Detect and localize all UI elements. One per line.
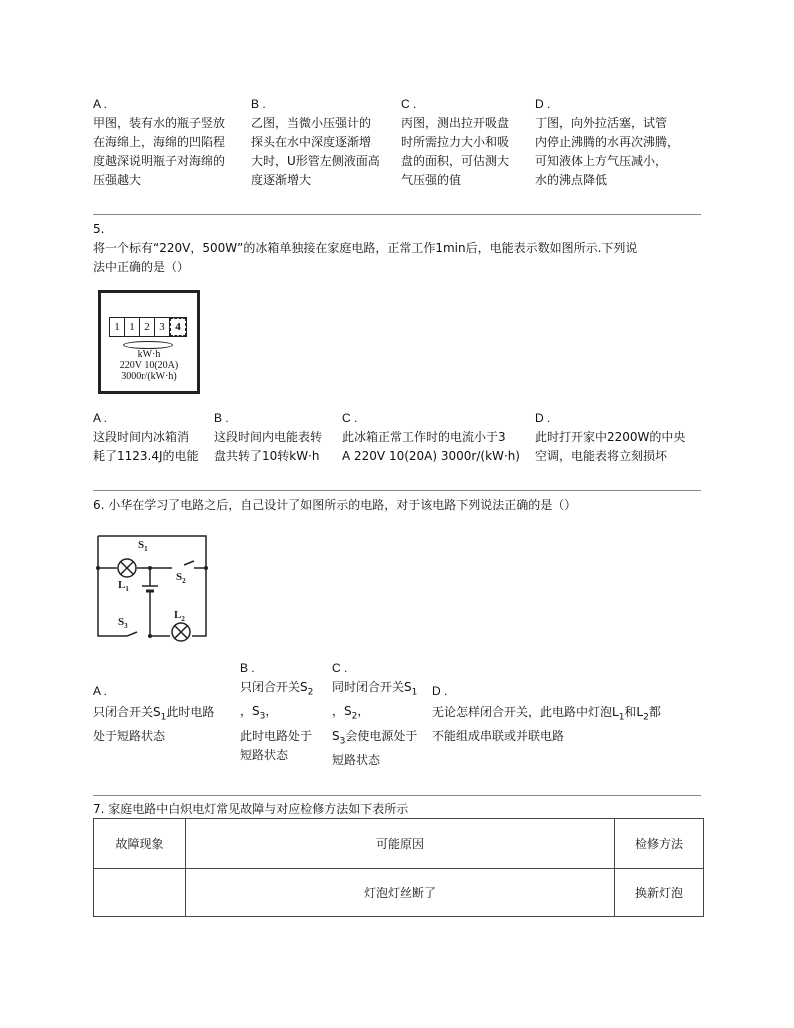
divider: [93, 214, 701, 215]
q5-option-b[interactable]: B . 这段时间内电能表转 盘共转了10转kW·h: [214, 411, 323, 463]
table-header: 故障现象: [94, 819, 186, 869]
fault-table: [93, 818, 704, 917]
q4-option-b[interactable]: B . 乙图，当微小压强计的 探头在水中深度逐渐增 大时，U形管左侧液面高 度逐渐增大: [251, 97, 380, 187]
meter-disc-icon: [123, 341, 173, 349]
svg-text:S1: $S_1$: [138, 539, 148, 553]
q4-option-a[interactable]: A . 甲图，装有水的瓶子竖放 在海绵上，海绵的凹陷程 度越深说明瓶子对海绵的 压强越大: [93, 95, 245, 190]
q4-option-d[interactable]: D . 丁图，向外拉活塞，试管 内停止沸腾的水再次沸腾， 可知液体上方气压减小， 水的沸点降低: [535, 97, 680, 187]
q5-option-d[interactable]: D . 此时打开家中2200W的中央 空调，电能表将立刻损坏: [535, 411, 686, 463]
table-cell: 换新灯泡: [615, 869, 704, 917]
q6-option-d[interactable]: D . 无论怎样闭合开关，此电路中灯泡$L_1$和$L_2$都 不能组成串联或并联电路: [432, 684, 661, 744]
table-cell: [94, 869, 186, 917]
circuit-diagram: [92, 528, 216, 646]
table-header-row: [94, 819, 704, 869]
table-row: [94, 869, 704, 917]
svg-text:L1: $L_1$: [118, 579, 129, 593]
table-header: 检修方法: [615, 819, 704, 869]
divider: [93, 490, 701, 491]
q7-stem: 7. 家庭电路中白炽电灯常见故障与对应检修方法如下表所示: [93, 802, 409, 816]
table-cell: 灯泡灯丝断了: [186, 869, 615, 917]
q6-option-c[interactable]: C . 同时闭合开关$S_1$ ，$S_2$， $S_3$会使电源处于 短路状态: [332, 661, 418, 768]
q6-stem: 6. 小华在学习了电路之后，自己设计了如图所示的电路，对于该电路下列说法正确的是（）: [93, 498, 577, 512]
q4-option-c[interactable]: C . 丙图，测出拉开吸盘 时所需拉力大小和吸 盘的面积，可估测大 气压强的值: [401, 97, 510, 187]
q5-stem: 5. 将一个标有“220V，500W”的冰箱单独接在家庭电路，正常工作1min后，电能表示数如图所示.下列说 法中正确的是（）: [93, 222, 638, 274]
svg-text:S3: $S_3$: [118, 616, 128, 630]
q5-option-c[interactable]: C . 此冰箱正常工作时的电流小于3 A 220V 10(20A) 3000r/(kW·h): [342, 411, 520, 463]
q6-option-a[interactable]: A . 只闭合开关$S_1$此时电路 处于短路状态: [93, 684, 215, 744]
meter-display: 1 1 2 3 4: [109, 317, 187, 337]
divider: [93, 795, 701, 796]
q6-option-b[interactable]: B . 只闭合开关$S_2$ ，$S_3$， 此时电路处于 短路状态: [240, 661, 314, 762]
table-header: 可能原因: [186, 819, 615, 869]
svg-text:S2: $S_2$: [176, 571, 186, 585]
svg-text:L2: $L_2$: [174, 609, 185, 623]
electricity-meter-figure: 1 1 2 3 4 kW·h 220V 10(20A) 3000r/(kW·h): [98, 290, 200, 394]
option-label: A .: [93, 97, 108, 111]
q5-option-a[interactable]: A . 这段时间内冰箱消 耗了1123.4J的电能: [93, 411, 199, 463]
